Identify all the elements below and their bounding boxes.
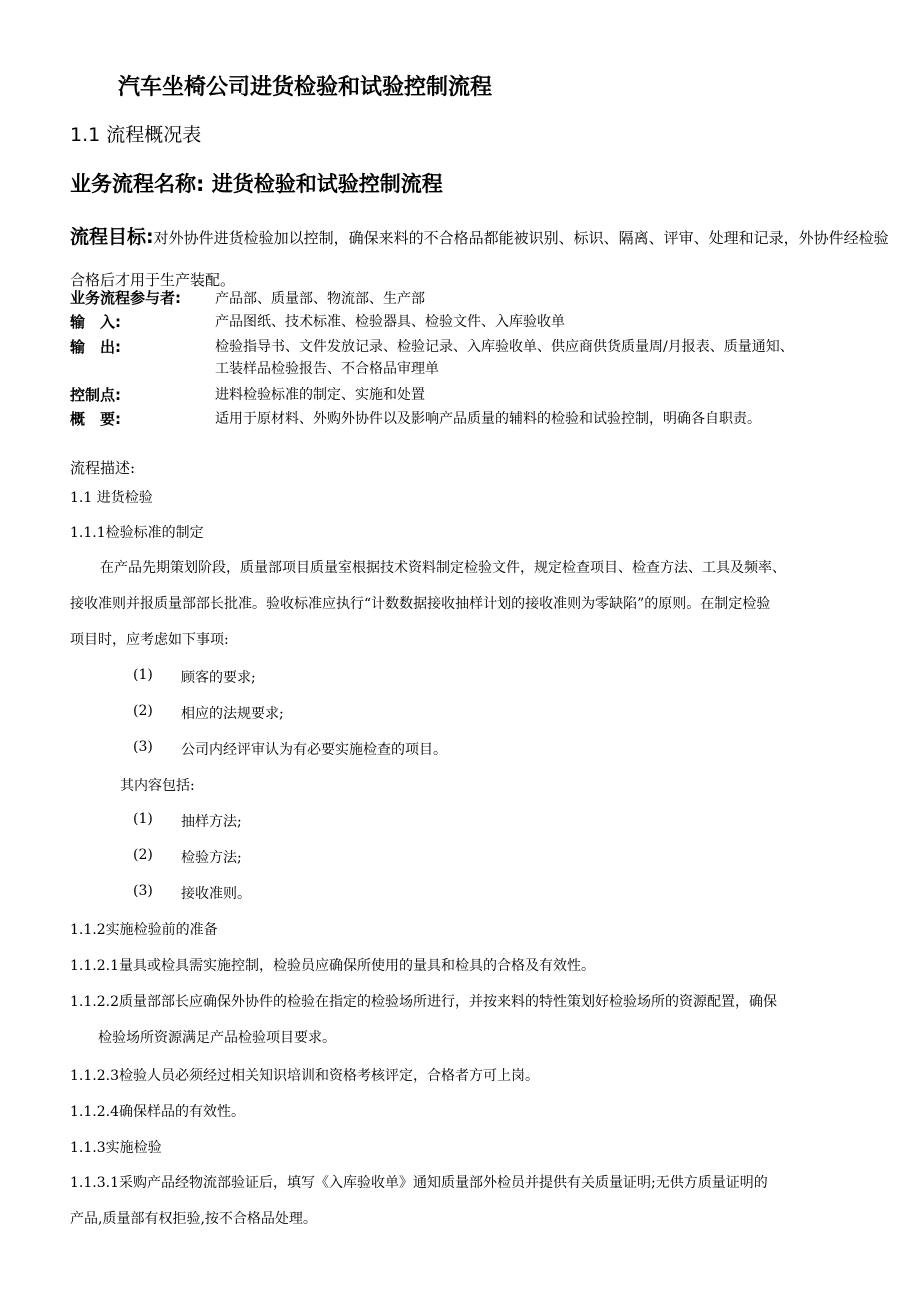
input-label: 输 入: — [70, 313, 121, 331]
summary-label: 概 要: — [70, 410, 121, 428]
para1-line1: 在产品先期策划阶段，质量部项目质量室根据技术资料制定检验文件，规定检查项目、检查方法、工具及频率、 — [100, 560, 786, 576]
control-point-label: 控制点: — [70, 386, 121, 404]
section-heading: 1.1 流程概况表 — [70, 124, 202, 146]
section-1-1-2-3: 1.1.2.3检验人员必须经过相关知识培训和资格考核评定，合格者方可上岗。 — [70, 1068, 539, 1084]
participants-value: 产品部、质量部、物流部、生产部 — [215, 291, 425, 307]
includes-label: 其内容包括: — [120, 778, 195, 794]
control-point-value: 进料检验标准的制定、实施和处置 — [215, 387, 425, 403]
input-value: 产品图纸、技术标准、检验器具、检验文件、入库验收单 — [215, 314, 565, 330]
output-value-continued: 工装样品检验报告、不合格品审理单 — [215, 361, 439, 377]
process-goal — [70, 216, 892, 301]
list2-num-3: (3) — [133, 883, 153, 899]
list1-num-1: (1) — [133, 667, 153, 683]
participants-label: 业务流程参与者: — [70, 289, 181, 307]
list1-num-3: (3) — [133, 739, 153, 755]
section-1-1-2-2-line1: 1.1.2.2质量部部长应确保外协件的检验在指定的检验场所进行，并按来料的特性策划好检验场所的资源配置，确保 — [70, 994, 777, 1010]
list1-num-2: (2) — [133, 703, 153, 719]
list2-item-1: 抽样方法; — [181, 814, 242, 830]
goal-label: 流程目标: — [70, 226, 154, 248]
list2-item-3: 接收准则。 — [181, 886, 251, 902]
output-value: 检验指导书、文件发放记录、检验记录、入库验收单、供应商供货质量周/月报表、质量通知、 — [215, 339, 794, 355]
list2-num-1: (1) — [133, 811, 153, 827]
section-1-1-2-2-line2: 检验场所资源满足产品检验项目要求。 — [98, 1030, 336, 1046]
section-1-1-3: 1.1.3实施检验 — [70, 1140, 162, 1156]
section-1-1-3-1-line1: 1.1.3.1采购产品经物流部验证后，填写《入库验收单》通知质量部外检员并提供有关质量证明;无供方质量证明的 — [70, 1175, 768, 1191]
summary-value: 适用于原材料、外购外协件以及影响产品质量的辅料的检验和试验控制，明确各自职责。 — [215, 411, 761, 427]
section-1-1-1: 1.1.1检验标准的制定 — [70, 525, 204, 541]
description-heading: 流程描述: — [70, 459, 136, 477]
process-name: 业务流程名称: 进货检验和试验控制流程 — [70, 172, 443, 196]
list1-item-1: 顾客的要求; — [181, 670, 256, 686]
section-1-1: 1.1 进货检验 — [70, 490, 153, 506]
list1-item-3: 公司内经评审认为有必要实施检查的项目。 — [181, 742, 447, 758]
section-1-1-3-1-line2: 产品,质量部有权拒验,按不合格品处理。 — [70, 1211, 317, 1227]
section-1-1-2: 1.1.2实施检验前的准备 — [70, 922, 218, 938]
list2-num-2: (2) — [133, 847, 153, 863]
section-1-1-2-1: 1.1.2.1量具或检具需实施控制，检验员应确保所使用的量具和检具的合格及有效性。 — [70, 958, 595, 974]
para1-line3: 项目时，应考虑如下事项: — [70, 632, 229, 648]
list2-item-2: 检验方法; — [181, 850, 242, 866]
section-1-1-2-4: 1.1.2.4确保样品的有效性。 — [70, 1104, 245, 1120]
para1-line2: 接收准则并报质量部部长批准。验收标准应执行“计数数据接收抽样计划的接收准则为零缺陷”的原则。在制定检验 — [70, 596, 771, 612]
goal-text: 对外协件进货检验加以控制，确保来料的不合格品都能被识别、标识、隔离、评审、处理和记录，外协件经检验合格后才用于生产装配。 — [70, 229, 889, 289]
document-title: 汽车坐椅公司进货检验和试验控制流程 — [118, 75, 493, 100]
output-label: 输 出: — [70, 338, 121, 356]
list1-item-2: 相应的法规要求; — [181, 706, 284, 722]
